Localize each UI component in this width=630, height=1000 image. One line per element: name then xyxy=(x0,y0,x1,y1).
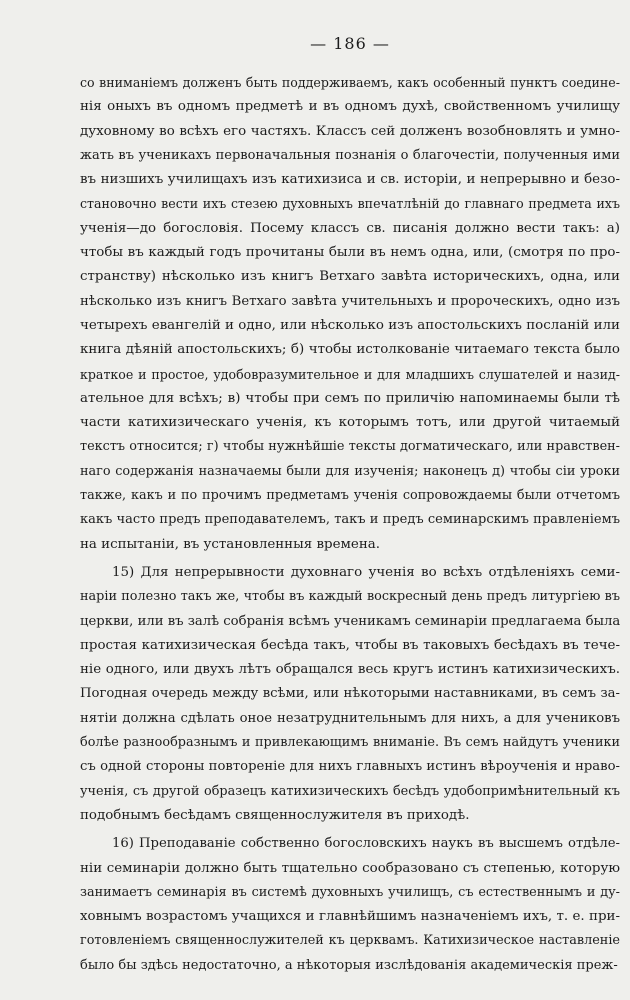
text-line: становочно вести ихъ стезею духовныхъ впечатлѣній до главнаго предмета ихъ xyxy=(80,196,620,212)
text-line: странству) нѣсколько изъ книгъ Ветхаго завѣта историческихъ, одна, или xyxy=(80,269,620,285)
text-line: книга дѣяній апостольскихъ; б) чтобы истолкованіе читаемаго текста было xyxy=(80,342,620,358)
text-line: какъ часто предъ преподавателемъ, такъ и предъ семинарскимъ правленіемъ xyxy=(80,512,620,528)
text-line: церкви, или въ залѣ собранія всѣмъ ученикамъ семинаріи предлагаема была xyxy=(80,613,620,629)
text-line: занимаетъ семинарія въ системѣ духовныхъ училищъ, съ естественнымъ и ду- xyxy=(80,884,620,900)
text-line: болѣе разнообразнымъ и привлекающимъ вниманіе. Въ семъ найдутъ ученики xyxy=(80,735,620,751)
paragraph xyxy=(80,71,620,557)
text-line: наріи полезно такъ же, чтобы въ каждый воскресный день предъ литургіею въ xyxy=(80,589,620,605)
text-line: ніи семинаріи должно быть тщательно сообразовано съ степенью, которую xyxy=(80,860,620,876)
text-line: 15) Для непрерывности духовнаго ученія во всѣхъ отдѣленіяхъ семи- xyxy=(112,564,620,580)
text-line: со вниманіемъ долженъ быть поддерживаемъ, какъ особенный пунктъ соедине- xyxy=(80,75,620,90)
text-line: наго содержанія назначаемы были для изученія; наконецъ д) чтобы сіи уроки xyxy=(80,463,620,479)
text-line: съ одной стороны повтореніе для нихъ главныхъ истинъ вѣроученія и нраво- xyxy=(80,759,620,775)
text-line: на испытаніи, въ установленныя времена. xyxy=(80,536,381,552)
text-line: нятіи должна сдѣлать оное незатруднительнымъ для нихъ, а для учениковъ xyxy=(80,710,620,726)
text-line: краткое и простое, удобовразумительное и для младшихъ слушателей и назид- xyxy=(80,366,620,382)
text-line: Погодная очередь между всѣми, или нѣкоторыми наставниками, въ семъ за- xyxy=(80,686,620,702)
text-line: ательное для всѣхъ; в) чтобы при семъ по приличію напоминаемы были тѣ xyxy=(80,390,620,406)
text-line: въ низшихъ училищахъ изъ катихизиса и св. исторіи, и непрерывно и безо- xyxy=(80,172,620,188)
text-line: жать въ ученикахъ первоначальныя познанія о благочестіи, полученныя ими xyxy=(80,147,620,163)
text-line: ученія, съ другой образецъ катихизическихъ бесѣдъ удобопримѣнительный къ xyxy=(80,783,620,799)
text-line: чтобы въ каждый годъ прочитаны были въ немъ одна, или, (смотря по про- xyxy=(80,245,620,261)
page-number: — 186 — xyxy=(310,34,390,53)
text-line: было бы здѣсь недостаточно, а нѣкоторыя изслѣдованія академическія преж- xyxy=(80,957,618,973)
text-line: ховнымъ возрастомъ учащихся и главнѣйшимъ назначеніемъ ихъ, т. е. при- xyxy=(80,909,620,925)
text-line: ученія—до богословія. Посему классъ св. писанія должно вести такъ: а) xyxy=(80,220,620,236)
text-line: духовному во всѣхъ его частяхъ. Классъ сей долженъ возобновлять и умно- xyxy=(80,123,620,139)
text-line: нія оныхъ въ одномъ предметѣ и въ одномъ духѣ, свойственномъ училищу xyxy=(80,99,620,115)
text-line: части катихизическаго ученія, къ которымъ тотъ, или другой читаемый xyxy=(80,415,620,431)
paragraph xyxy=(80,832,620,978)
text-line: нѣсколько изъ книгъ Ветхаго завѣта учительныхъ и пророческихъ, одно изъ xyxy=(80,293,620,309)
text-body xyxy=(80,71,620,978)
paragraph xyxy=(80,561,620,828)
text-line: готовленіемъ священнослужителей къ церквамъ. Катихизическое наставленіе xyxy=(80,933,620,949)
text-line: простая катихизическая бесѣда такъ, чтобы въ таковыхъ бесѣдахъ въ тече- xyxy=(80,637,620,653)
text-line: 16) Преподаваніе собственно богословскихъ наукъ въ высшемъ отдѣле- xyxy=(112,836,620,852)
text-line: также, какъ и по прочимъ предметамъ ученія сопровождаемы были отчетомъ xyxy=(80,488,620,504)
text-line: подобнымъ бесѣдамъ священнослужителя въ приходѣ. xyxy=(80,807,470,823)
text-line: текстъ относится; г) чтобы нужнѣйшіе тексты догматическаго, или нравствен- xyxy=(80,439,620,455)
text-line: четырехъ евангелій и одно, или нѣсколько изъ апостольскихъ посланій или xyxy=(80,317,620,333)
text-line: ніе одного, или двухъ лѣтъ обращался весь кругъ истинъ катихизическихъ. xyxy=(80,662,620,678)
